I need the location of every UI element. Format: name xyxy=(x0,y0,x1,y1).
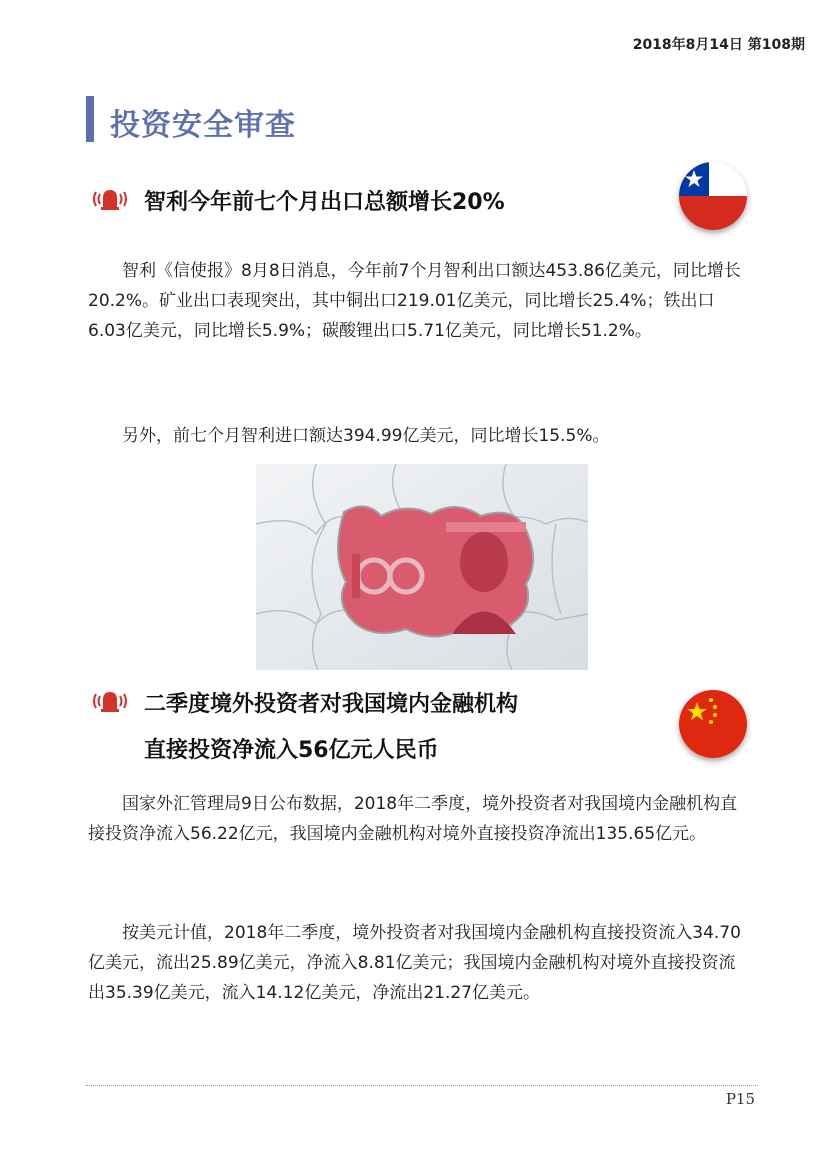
article-paragraph: 按美元计值，2018年二季度，境外投资者对我国境内金融机构直接投资流入34.70亿美元，流出25.89亿美元，净流入8.81亿美元；我国境内金融机构对境外直接投资流出35.39亿美元，流入14.12亿美元，净流出21.27亿美元。 xyxy=(88,923,741,1003)
page-number: P15 xyxy=(725,1090,755,1108)
section-accent-bar xyxy=(86,96,94,142)
alarm-bell-icon xyxy=(90,186,130,212)
article-headline: 智利今年前七个月出口总额增长20% xyxy=(144,190,505,215)
issue-date: 2018年8月14日 第108期 xyxy=(632,37,805,53)
section-title: 投资安全审查 xyxy=(110,108,296,143)
article-paragraph: 国家外汇管理局9日公布数据，2018年二季度，境外投资者对我国境内金融机构直接投资净流入56.22亿元，我国境内金融机构对境外直接投资净流出135.65亿元。 xyxy=(88,794,738,844)
article-paragraph: 智利《信使报》8月8日消息，今年前7个月智利出口额达453.86亿美元，同比增长20.2%。矿业出口表现突出，其中铜出口219.01亿美元，同比增长25.4%；铁出口6.03亿美元，同比增长5.9%；碳酸锂出口5.71亿美元，同比增长51.2%。 xyxy=(88,261,741,341)
article-headline-line1: 二季度境外投资者对我国境内金融机构 xyxy=(144,692,519,717)
footer-divider xyxy=(86,1085,758,1086)
article-paragraph: 另外，前七个月智利进口额达394.99亿美元，同比增长15.5%。 xyxy=(122,426,610,446)
china-flag-icon xyxy=(679,690,747,758)
alarm-bell-icon xyxy=(90,688,130,714)
article-headline-line2: 直接投资净流入56亿元人民币 xyxy=(144,738,439,763)
puzzle-banknote-photo xyxy=(256,464,588,670)
chile-flag-icon xyxy=(679,162,747,230)
